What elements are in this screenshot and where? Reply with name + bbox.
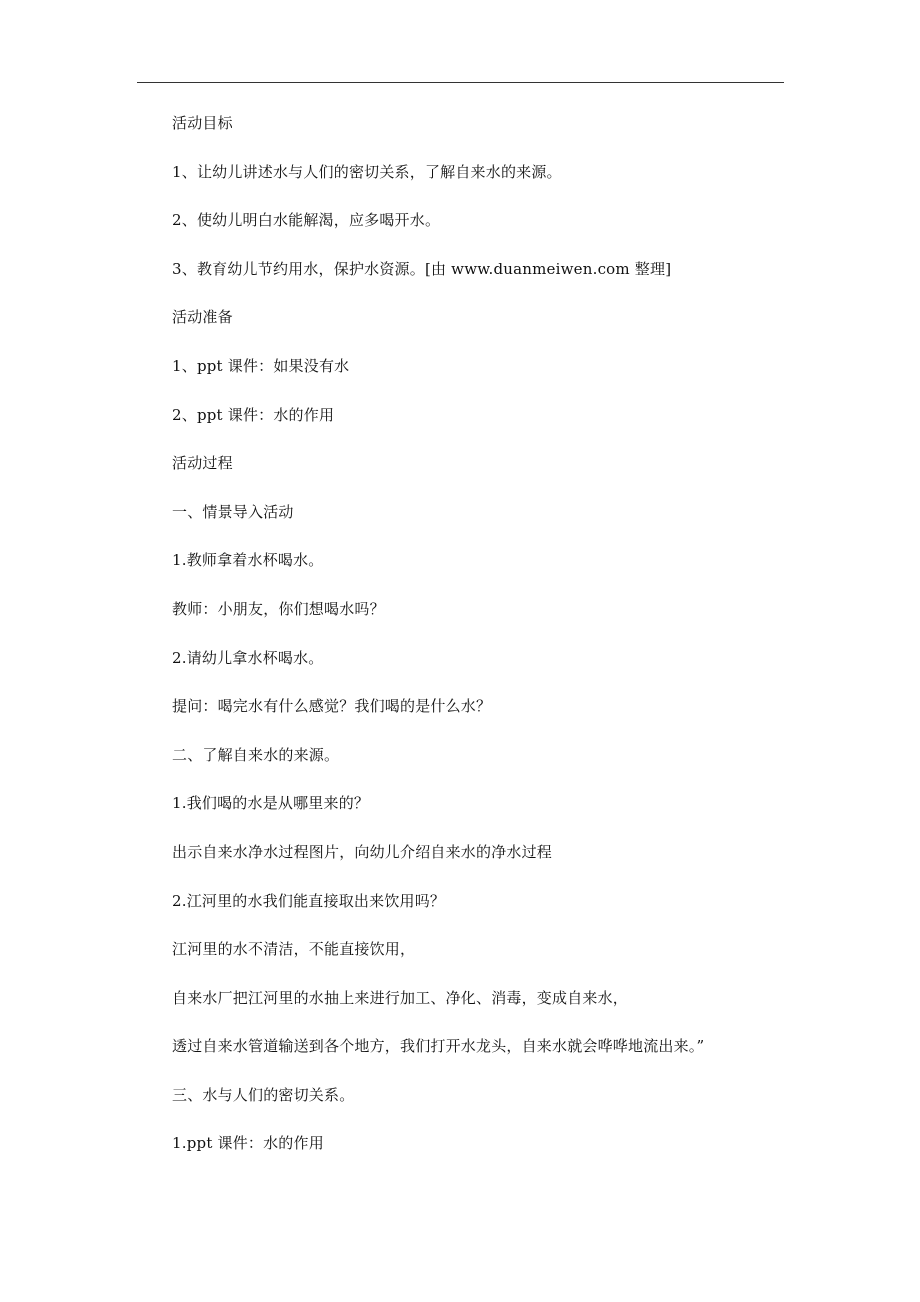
heading-activity-preparation: 活动准备 bbox=[172, 308, 233, 327]
section-2-text-3: 透过自来水管道输送到各个地方，我们打开水龙头，自来水就会哗哗地流出来。” bbox=[172, 1037, 705, 1056]
section-2-text-1: 江河里的水不清洁，不能直接饮用， bbox=[172, 940, 416, 959]
section-2-description: 出示自来水净水过程图片，向幼儿介绍自来水的净水过程 bbox=[172, 842, 553, 861]
section-3-step-1: 1.ppt 课件：水的作用 bbox=[172, 1134, 324, 1153]
header-rule bbox=[137, 82, 784, 83]
document-body bbox=[172, 113, 792, 1182]
section-3-title: 三、水与人们的密切关系。 bbox=[172, 1085, 355, 1104]
section-1-title: 一、情景导入活动 bbox=[172, 502, 294, 521]
section-1-step-2: 2.请幼儿拿水杯喝水。 bbox=[172, 648, 324, 667]
section-1-teacher-line: 教师：小朋友，你们想喝水吗？ bbox=[172, 599, 385, 618]
section-2-step-1: 1.我们喝的水是从哪里来的？ bbox=[172, 794, 370, 813]
section-1-question: 提问：喝完水有什么感觉？我们喝的是什么水？ bbox=[172, 697, 492, 716]
section-2-title: 二、了解自来水的来源。 bbox=[172, 745, 340, 764]
goal-item-1: 1、让幼儿讲述水与人们的密切关系，了解自来水的来源。 bbox=[172, 162, 562, 181]
section-2-text-2: 自来水厂把江河里的水抽上来进行加工、净化、消毒，变成自来水， bbox=[172, 988, 629, 1007]
preparation-item-1: 1、ppt 课件：如果没有水 bbox=[172, 356, 350, 375]
preparation-item-2: 2、ppt 课件：水的作用 bbox=[172, 405, 335, 424]
section-1-step-1: 1.教师拿着水杯喝水。 bbox=[172, 551, 324, 570]
section-2-step-2: 2.江河里的水我们能直接取出来饮用吗？ bbox=[172, 891, 446, 910]
heading-activity-goals: 活动目标 bbox=[172, 114, 233, 132]
goal-item-3: 3、教育幼儿节约用水，保护水资源。[由 www.duanmeiwen.com 整理] bbox=[172, 259, 672, 278]
heading-activity-process: 活动过程 bbox=[172, 454, 233, 473]
goal-item-2: 2、使幼儿明白水能解渴，应多喝开水。 bbox=[172, 211, 441, 230]
